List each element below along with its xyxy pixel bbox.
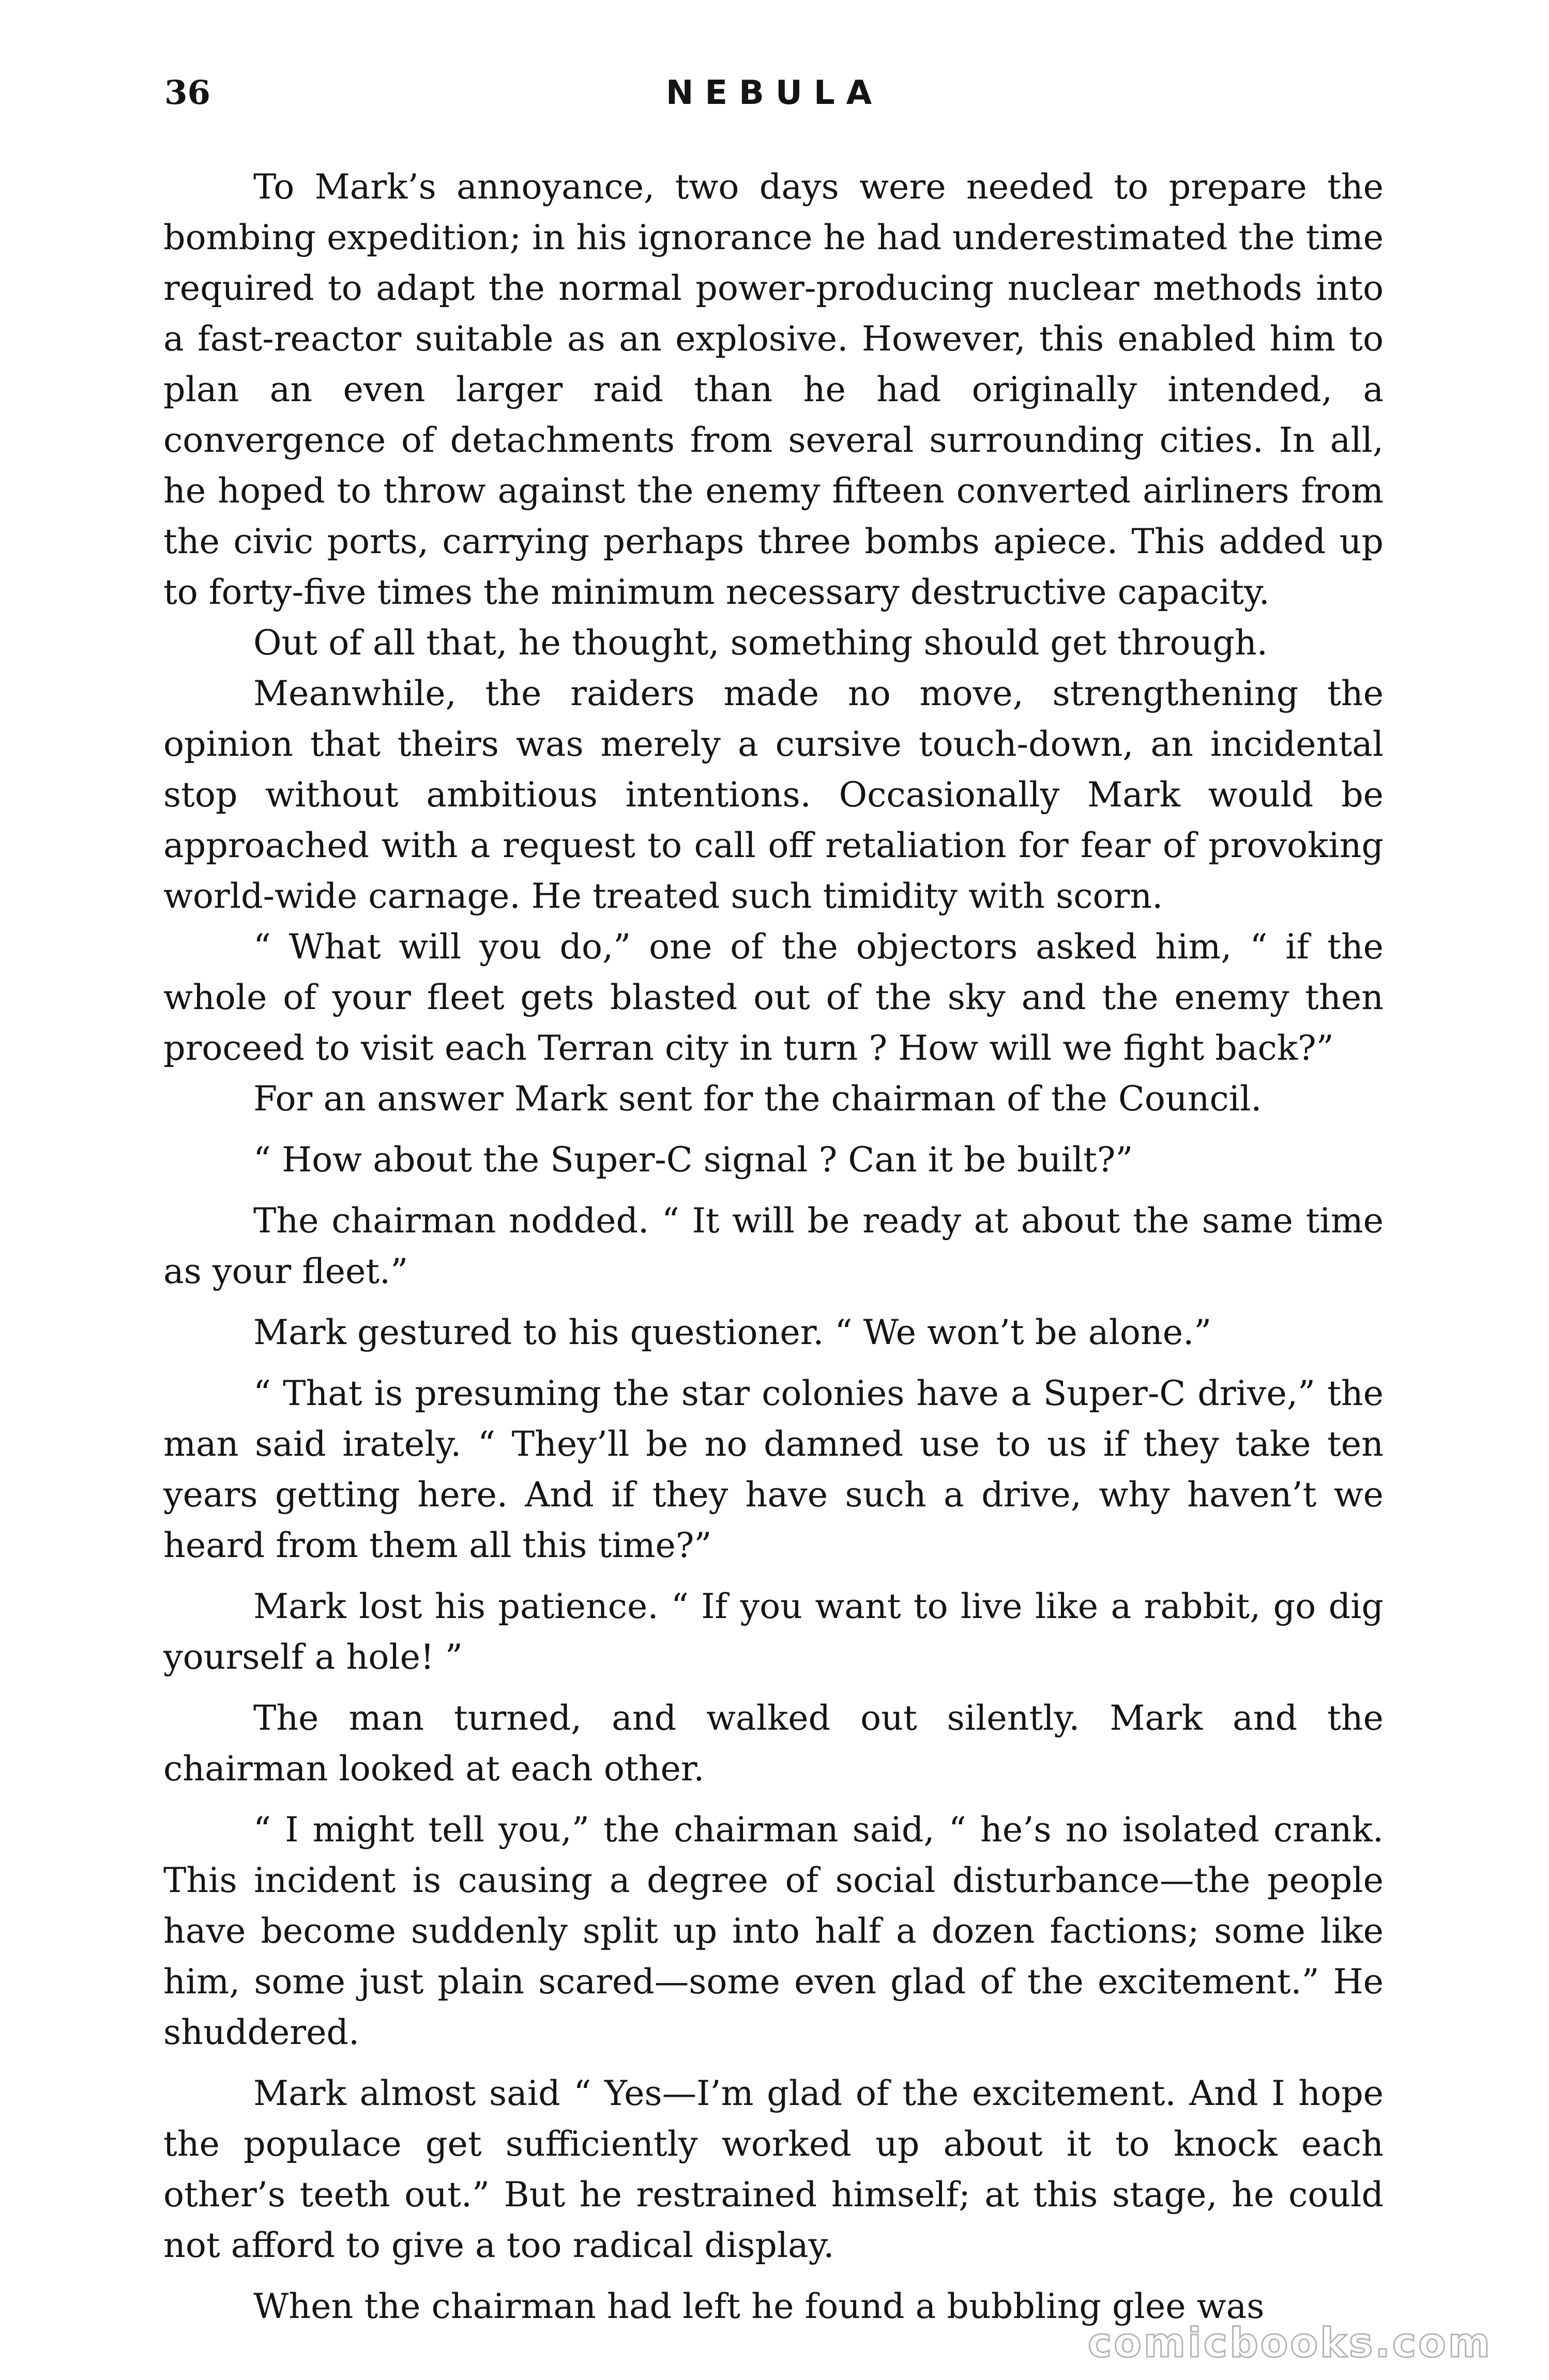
running-title: NEBULA <box>665 74 884 112</box>
paragraph: The chairman nodded. “ It will be ready at about the same time as your fleet.” <box>163 1200 1384 1291</box>
paragraph: “ What will you do,” one of the objectors asked him, “ if the whole of your fleet gets blasted out of the sky and the enemy then proceed to visit each Terran city in turn ? How will we fight back?” <box>163 926 1384 1068</box>
paragraph: When the chairman had left he found a bubbling glee was <box>253 2286 1265 2326</box>
paragraph: “ I might tell you,” the chairman said, “ he’s no isolated crank. This incident is causing a degree of social disturbance—the people have become suddenly split up into half a dozen factions; some like him, some just plain scared—some even glad of the excitement.” He shuddered. <box>163 1809 1384 2052</box>
paragraph: Mark almost said “ Yes—I’m glad of the excitement. And I hope the populace get sufficiently worked up about it to knock each other’s teeth out.” But he restrained himself; at this stage, he could not afford to give a too radical display. <box>163 2073 1384 2265</box>
paragraph: Out of all that, he thought, something should get through. <box>253 622 1268 663</box>
body-text <box>163 161 1384 2331</box>
watermark: comicbooks.com <box>1087 2320 1492 2367</box>
paragraph: For an answer Mark sent for the chairman of the Council. <box>253 1078 1262 1119</box>
page-header <box>0 72 1549 114</box>
paragraph: Meanwhile, the raiders made no move, strengthening the opinion that theirs was merely a cursive touch-down, an incidental stop without ambitious intentions. Occasionally Mark would be approached with a request to call off retaliation for fear of provoking world-wide carnage. He treated such timidity with scorn. <box>163 673 1384 916</box>
paragraph: The man turned, and walked out silently. Mark and the chairman looked at each other. <box>163 1698 1384 1789</box>
page-number: 36 <box>164 73 211 112</box>
paragraph: “ How about the Super-C signal ? Can it be built?” <box>253 1139 1133 1180</box>
paragraph: “ That is presuming the star colonies have a Super-C drive,” the man said irately. “ They’ll be no damned use to us if they take ten years getting here. And if they have such a drive, why haven’t we heard from them all this time?” <box>163 1373 1384 1565</box>
paragraph: To Mark’s annoyance, two days were needed to prepare the bombing expedition; in his ignorance he had underestimated the time required to adapt the normal power-producing nuclear methods into a fast-reactor suitable as an explosive. However, this enabled him to plan an even larger raid than he had originally intended, a convergence of detachments from several surrounding cities. In all, he hoped to throw against the enemy fifteen converted airliners from the civic ports, carrying perhaps three bombs apiece. This added up to forty-five times the minimum necessary destructive capacity. <box>163 166 1384 612</box>
paragraph: Mark lost his patience. “ If you want to live like a rabbit, go dig yourself a hole! ” <box>163 1586 1384 1677</box>
paragraph: Mark gestured to his questioner. “ We won’t be alone.” <box>253 1312 1212 1352</box>
